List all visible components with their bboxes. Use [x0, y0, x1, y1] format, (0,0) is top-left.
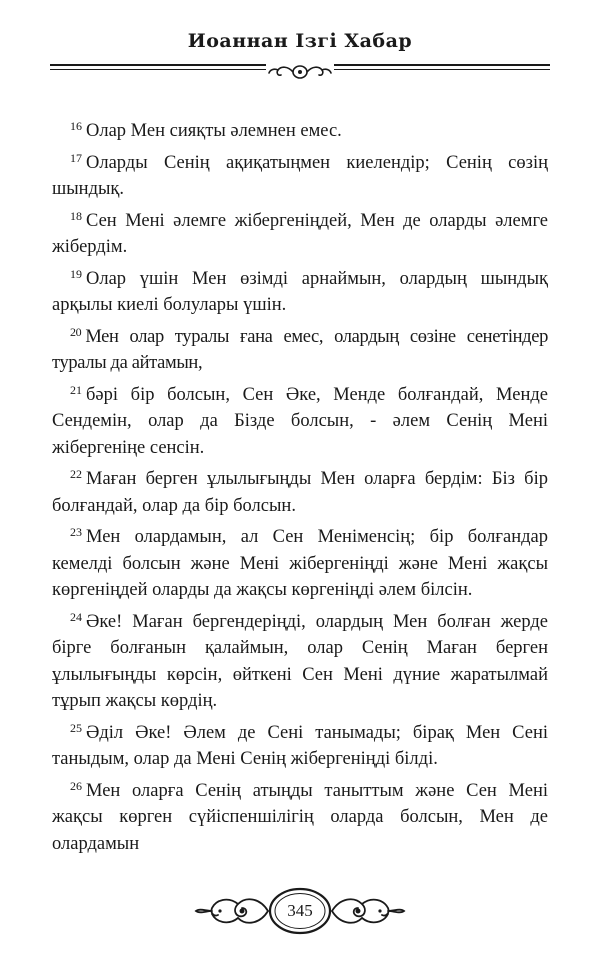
- verse-25: [52, 715, 548, 773]
- verse-text: бәрі бір болсын, Сен Әке, Менде болғандай, Менде Сендемін, олар да Бізде болсын, - әлем Сенің Мені жібергеніңе сенсін.: [52, 384, 548, 458]
- verse-18: [52, 203, 548, 261]
- verse-text: Мен оларға Сенің атыңды таныттым және Сен Мені жақсы көрген сүйіспеншілігің оларда болсын, Мен де олардамын: [52, 780, 548, 854]
- verse-20: [52, 319, 548, 377]
- verse-number: 18: [70, 208, 82, 223]
- verse-17: [52, 145, 548, 203]
- verse-text: Әке! Маған бергендеріңді, олардың Мен болған жерде бірге болғанын қалаймын, олар Сенің Маған берген ұлылығыңды көрсін, өйткені Сен Мені дүние жаратылмай тұрып жақсы көрдің.: [52, 611, 548, 711]
- verse-number: 26: [70, 778, 82, 793]
- running-header-title: Иоаннан Ізгі Хабар: [187, 30, 413, 52]
- verse-text: Әділ Әке! Әлем де Сені танымады; бірақ Мен Сені таныдым, олар да Мені Сенің жібергеніңді білді.: [52, 722, 548, 769]
- verse-text: Мен олардамын, ал Сен Меніменсің; бір болғандар кемелді болсын және Мені жібергеніңді және Мені жақсы көргеніңдей оларды да жақсы көргеніңді әлем білсін.: [52, 527, 548, 600]
- scripture-body: [52, 113, 548, 857]
- verse-19: [52, 261, 548, 319]
- verse-number: 21: [70, 382, 82, 397]
- verse-22: [52, 461, 548, 519]
- verse-16: [52, 113, 548, 145]
- verse-text: Мен олар туралы ғана емес, олардың сөзіне сенетіндер туралы да айтамын,: [52, 326, 548, 373]
- verse-23: [52, 519, 548, 604]
- verse-text: Олар Мен сияқты әлемнен емес.: [86, 121, 342, 141]
- verse-number: 19: [70, 266, 82, 281]
- verse-text: Олар үшін Мен өзімді арнаймын, олардың шындық арқылы киелі болулары үшін.: [52, 268, 548, 315]
- verse-text: Сен Мені әлемге жібергеніңдей, Мен де оларды әлемге жібердім.: [52, 210, 548, 257]
- page-number: 345: [287, 901, 313, 920]
- verse-text: Маған берген ұлылығыңды Мен оларға бердім: Біз бір болғандай, олар да бір болсын.: [52, 469, 548, 516]
- verse-text: Оларды Сенің ақиқатыңмен киелендір; Сенің сөзің шындық.: [52, 152, 548, 199]
- verse-number: 24: [70, 609, 82, 624]
- verse-number: 16: [70, 119, 82, 133]
- verse-number: 20: [70, 324, 82, 339]
- verse-number: 17: [70, 150, 82, 165]
- verse-26: [52, 773, 548, 858]
- verse-21: [52, 377, 548, 462]
- header-ornament-icon: [266, 62, 334, 82]
- verse-number: 22: [70, 467, 82, 481]
- verse-number: 23: [70, 525, 82, 539]
- verse-24: [52, 604, 548, 715]
- verse-number: 25: [70, 720, 82, 735]
